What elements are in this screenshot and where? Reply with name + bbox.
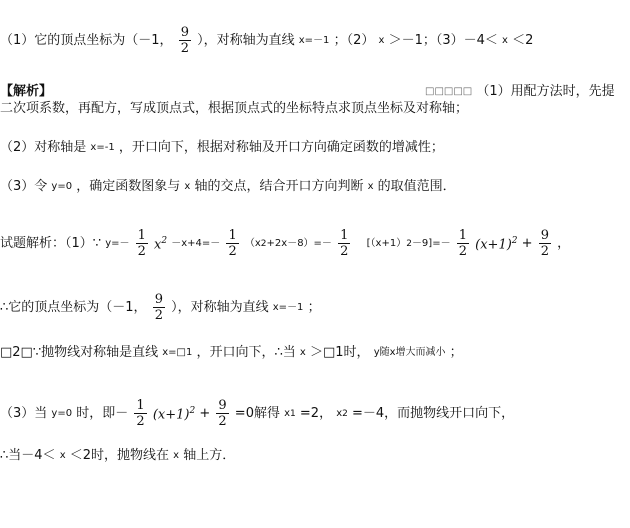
answer-part-5: ＜2	[512, 32, 534, 48]
fraction-nine-halves: $\frac{9}{2}$	[180, 25, 189, 56]
answer-part-3: ；（2）	[333, 32, 375, 48]
vertex-line: ∴它的顶点坐标为（－1， $\frac{9}{2}$ ），对称轴为直线 x=－1 ；	[0, 292, 321, 323]
fraction-nine-halves: $\frac{9}{2}$	[218, 398, 227, 429]
fraction-half: $\frac{1}{2}$	[228, 228, 237, 259]
fraction-nine-halves: $\frac{9}{2}$	[154, 292, 163, 323]
monotonic-line: □2□∵抛物线对称轴是直线 x=□1 ，开口向下，∴当 x ＞□1时， y随x增大而减小 ；	[0, 345, 463, 360]
analysis-intro-text: （1）用配方法时，先提	[476, 84, 615, 99]
roots-line: （3）当 y=0 时，即－ $\frac{1}{2}$ $(x+1)^2$ + $\frac{9}{2}$ =0解得 x1 =2， x2 =－4，而抛物线开口向下，	[0, 398, 515, 429]
fraction-nine-halves: $\frac{9}{2}$	[540, 228, 549, 259]
axis-equation: x=－1	[298, 34, 330, 46]
analysis-heading	[0, 84, 52, 101]
analysis-label: 【解析】	[0, 84, 53, 99]
fraction-half: $\frac{1}{2}$	[458, 228, 468, 259]
missing-glyphs: □□□□□	[425, 86, 473, 97]
solution-line: 试题解析：（1）∵ y=－ $\frac{1}{2}$ $x^2 -x+4=-$ $\frac{1}{2}$ （x2+2x－8）=－ $\frac{1}{2}$ [（x+1）2－9]=－ $\frac{1}{2}$ $(x+1)^2$ + $\frac{9}{2}$ ，	[0, 228, 571, 259]
answer-part-4: ＞－1；（3）－4＜	[388, 32, 498, 48]
var-x: x	[502, 34, 508, 46]
analysis-line-4: （3）令 y=0 ，确定函数图象与 x 轴的交点，结合开口方向判断 x 的取值范围．	[0, 179, 456, 194]
answer-line	[0, 25, 533, 56]
fraction-half: $\frac{1}{2}$	[137, 228, 146, 259]
conclusion-line: ∴当－4＜ x ＜2时，抛物线在 x 轴上方．	[0, 448, 236, 463]
answer-part-2: ），对称轴为直线	[197, 32, 295, 48]
analysis-line-3: （2）对称轴是 x=-1 ，开口向下，根据对称轴及开口方向确定函数的增减性；	[0, 140, 444, 155]
analysis-line-2: 二次项系数，再配方，写成顶点式，根据顶点式的坐标特点求顶点坐标及对称轴；	[0, 101, 469, 116]
analysis-intro	[425, 84, 615, 101]
answer-part-1: （1）它的顶点坐标为（－1，	[0, 32, 173, 48]
var-x: x	[378, 34, 385, 46]
solution-label: 试题解析：（1）∵	[0, 235, 102, 251]
fraction-half: $\frac{1}{2}$	[136, 398, 145, 429]
fraction-half: $\frac{1}{2}$	[340, 228, 349, 259]
